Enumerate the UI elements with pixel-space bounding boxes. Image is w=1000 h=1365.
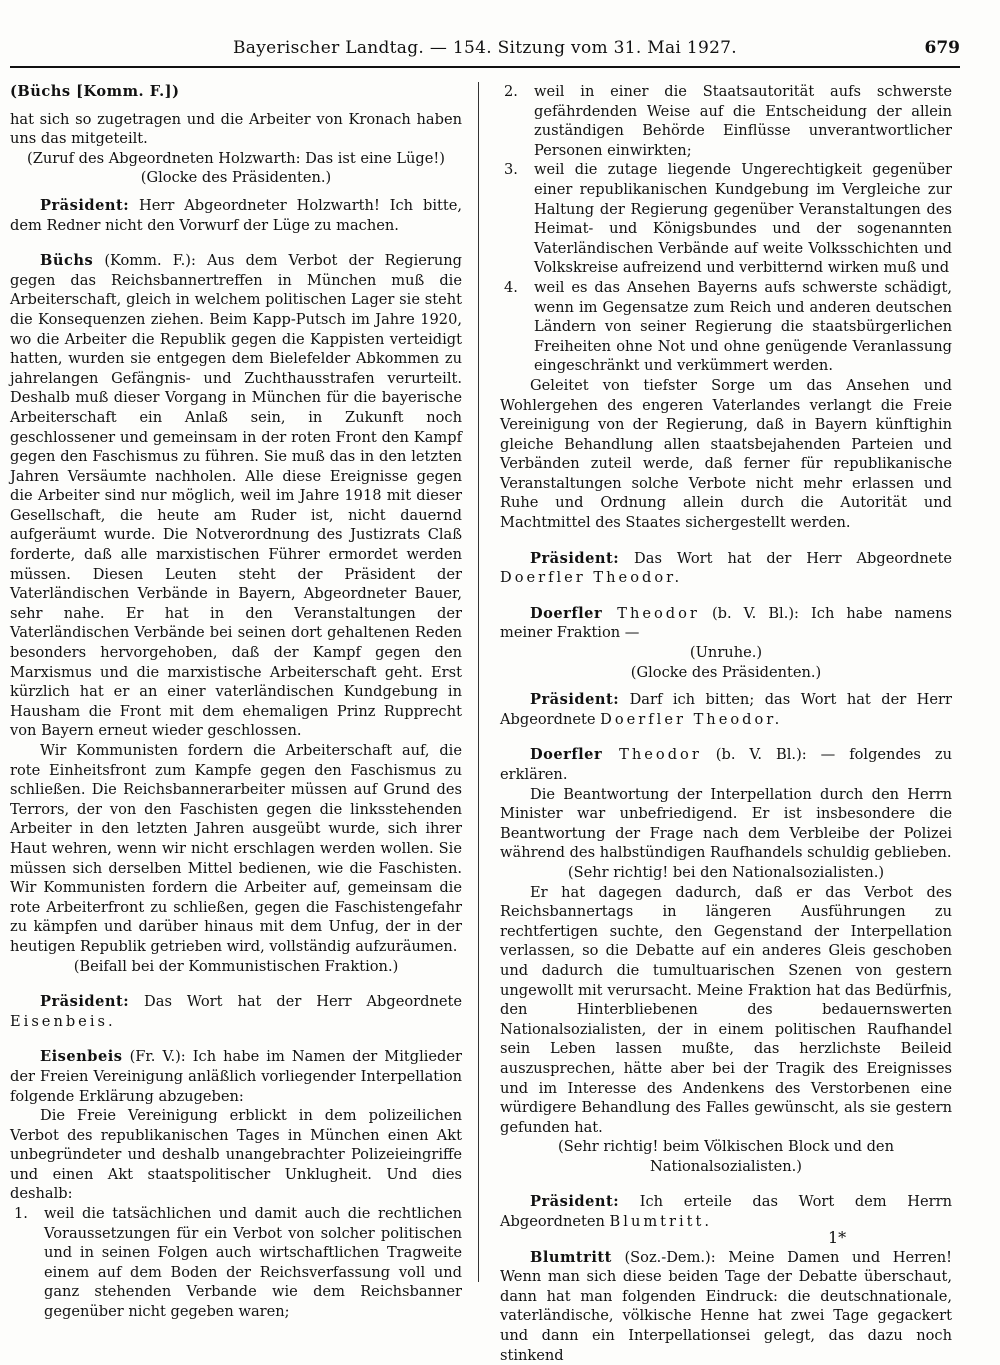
paragraph: Geleitet von tiefster Sorge um das Ansehen und Wohlergehen des engeren Vaterlandes verlangt die Freie Vereinigung von der Regierung, daß in Bayern künftighin gleiche Behandlung allen staatsbejahenden Parteien und Verbänden zuteil werde, daß ferner für republikanische Veranstaltungen solche Verbote nicht mehr erlassen und Ruhe und Ordnung allein durch die Autorität und Machtmittel des Staates sichergestellt werden. [500,376,952,532]
paragraph: Wir Kommunisten fordern die Arbeiterschaft auf, die rote Einheitsfront zum Kampfe gegen den Faschismus zu schließen. Die Reichsbannerarbeiter müssen auf Grund des Terrors, der von den Faschisten gegen die linksstehenden Arbeiter in den letzten Jahren ausgeübt wurde, sich ihrer Haut wehren, wenn wir nicht erschlagen werden wollen. Sie müssen sich derselben Mittel bedienen, wie die Faschisten. Wir Kommunisten fordern die Arbeiter auf, gemeinsam die rote Arbeiterfront zu schließen, gegen die Faschistengefahr zu kämpfen und darüber hinaus mit dem Unfug, der in der heutigen Republik getrieben wird, vollständig aufzuräumen. [10,742,462,955]
speaker-name: Blumtritt [530,1248,612,1266]
speaker-name: Präsident: [530,1193,620,1211]
statement-text: Herr Abgeordneter Holzwarth! Ich bitte, dem Redner nicht den Vorwurf der Lüge zu machen. [10,196,462,234]
named-deputy: Doerfler Theodor. [500,569,683,587]
speaker-name: Doerfler [530,604,603,622]
list-item [500,278,952,376]
page-number: 679 [924,38,960,58]
speech-doerfler [500,604,952,643]
speaker-name: Präsident: [530,691,620,709]
speech-text: Aus dem Verbot der Regierung gegen das Reichsbannertreffen in München muß die Arbeiterschaft, gleich in welchem politischen Lager sie steht die Konsequenzen ziehen. Beim Kapp-Putsch im Jahre 1920, wo die Arbeiter die Republik gegen die Kappisten verteidigt hatten, wurden sie entgegen dem Bielefelder Abkommen zu jahrelangen Gefängnis- und Zuchthausstrafen verurteilt. Deshalb muß dieser Vorgang in München für die bayerische Arbeiterschaft ein Anlaß sein, in Zukunft noch geschlossener und gemeinsam in der roten Front den Kampf gegen den Faschismus zu führen. Sie muß das in den letzten Jahren Versäumte nachholen. Alle diese Ereignisse gegen die Arbeiter sind nur möglich, weil im Jahre 1918 mit dieser Gesellschaft, die heute am Ruder ist, nicht dauernd aufgeräumt wurde. Die Notverordnung des Justizrats Claß forderte, daß alle marxistischen Führer ermordet werden müssen. Diesen Leuten steht der Präsident der Vaterländischen Verbände in Bayern, Abgeordneter Bauer, sehr nahe. Er hat in den Veranstaltungen der Vaterländischen Verbände bei seinen dort gehaltenen Reden besonders hervorgehoben, daß der Kampf gegen den Marxismus und die marxistische Arbeiterschaft geht. Erst kürzlich hat er an einer vaterländischen Kundgebung in Hausham die Front mit dem ehemaligen Prinz Rupprecht von Bayern erneut wieder geschlossen. [10,252,462,740]
list-text: weil es das Ansehen Bayerns aufs schwerste schädigt, wenn im Gegensatze zum Reich und anderen deutschen Ländern von seiner Regierung die staatsbürgerlichen Freiheiten ohne Not und ohne genügende Veranlassung eingeschränkt und verkümmert werden. [534,278,952,375]
interjection: (Glocke des Präsidenten.) [140,169,332,187]
column-divider [478,82,479,1282]
speaker-name: Präsident: [530,549,620,567]
list-text: weil in einer die Staatsautorität aufs schwerste gefährdenden Weise auf die Entscheidung der allein zuständigen Behörde Einflüsse unverantwortlicher Personen einwirkten; [534,83,952,159]
interjection: (Sehr richtig! bei den Nationalsozialisten.) [567,863,885,881]
list-number: 2. [504,83,518,100]
speaker-name: Eisenbeis [40,1048,123,1066]
interjection: (Beifall bei der Kommunistischen Fraktion.) [73,957,399,975]
list-item [500,82,952,160]
interjection: (Zuruf des Abgeordneten Holzwarth: Das ist eine Lüge!) [27,149,445,167]
named-deputy: Blumtritt. [609,1213,713,1231]
page-header [10,34,960,68]
paragraph: Die Freie Vereinigung erblickt in dem polizeilichen Verbot des republikanischen Tages in München einen Akt unbegründeter und deshalb unangebrachter Polizeieingriffe und einen Akt staatspolitischer Unklugheit. Und dies deshalb: [10,1107,462,1203]
statement-text: Das Wort hat der Herr Abgeordnete [619,549,952,567]
president-statement [10,992,462,1031]
named-deputy: Doerfler Theodor. [600,710,783,728]
speech-buechs [10,251,462,741]
list-number: 1. [14,1205,28,1223]
list-item [10,1204,462,1322]
president-statement [500,690,952,729]
interjection: (Sehr richtig! beim Völkischen Block und den Nationalsozialisten.) [558,1138,894,1175]
speaker-name: Büchs [40,252,94,270]
speaker-first-name: Theodor [602,746,702,764]
speech-text: (b. V. Bl.): — folgendes zu erklären. [500,746,952,783]
speaker-name: Doerfler [530,746,603,764]
list-number: 3. [504,161,518,179]
signature-mark: 1* [828,1228,847,1247]
speaker-party: (Soz.-Dem.): [611,1248,716,1266]
speech-eisenbeis [10,1047,462,1106]
statement-text: Das Wort hat der Herr Abgeordnete [129,993,462,1011]
president-statement [10,196,462,235]
speaker-name: Präsident: [40,993,130,1011]
left-column [10,82,462,1322]
president-statement [500,1192,952,1231]
paragraph: Er hat dagegen dadurch, daß er das Verbot des Reichsbannertags in längeren Ausführungen zu rechtfertigen suchte, den Gegenstand der Interpellation verlassen, so die Debatte auf ein anderes Gleis geschoben und dadurch die tumultuarischen Szenen von gestern ungewollt mit verursacht. Meine Fraktion hat das Bedürfnis, den Hinterbliebenen des bedauernswerten Nationalsozialisten, der in einem politischen Raufhandel sein Leben lassen mußte, das herzlichste Beileid auszusprechen, hätte aber bei der Tragik des Ereignisses und im Interesse des Andenkens des Verstorbenen eine würdigere Behandlung des Falles gewünscht, als sie gestern gefunden hat. [500,883,952,1136]
list-text: weil die tatsächlichen und damit auch die rechtlichen Voraussetzungen für ein Verbot von solcher politischen und in seinen Folgen auch wirtschaftlichen Tragweite einem auf dem Boden der Reichsverfassung voll und ganz stehenden Verbande wie dem Reichsbanner gegenüber nicht gegeben waren; [44,1205,462,1321]
right-column [500,82,952,1365]
paragraph: Die Beantwortung der Interpellation durch den Herrn Minister war unbefriedigend. Er ist insbesondere die Beantwortung der Frage nach dem Verbleibe der Polizei während des halbstündigen Raufhandels schuldig geblieben. [500,785,952,862]
speech-doerfler [500,745,952,784]
speaker-name: Präsident: [40,196,130,214]
statement-text: Ich erteile das Wort dem Herrn Abgeordneten [500,1193,952,1231]
continued-speaker-heading: (Büchs [Komm. F.]) [10,83,180,100]
speech-text: (b. V. Bl.): Ich habe namens meiner Fraktion — [500,604,952,642]
speech-text: Meine Damen und Herren! Wenn man sich diese beiden Tage der Debatte überschaut, dann hat man folgenden Eindruck: die deutschnationale, vaterländische, völkische Henne hat zwei Tage gegackert und dann ein Interpellationsei gelegt, das dazu noch stinkend [500,1248,952,1364]
list-number: 4. [504,278,518,296]
interjection: (Glocke des Präsidenten.) [630,663,822,681]
speaker-party: (Fr. V.): [122,1048,186,1066]
statement-text: Darf ich bitten; das Wort hat der Herr Abgeordnete [500,691,952,728]
speaker-first-name: Theodor [602,604,700,622]
interjection: (Unruhe.) [689,644,763,662]
president-statement [500,549,952,588]
list-text: weil die zutage liegende Ungerechtigkeit gegenüber einer republikanischen Kundgebung im Vergleiche zur Haltung der Regierung gegenüber Veranstaltungen des Heimat- und Königsbundes und der sogenannten Vaterländischen Verbände auf weite Volksschichten und Volkskreise aufreizend und verbitternd wirken muß und [534,161,952,277]
running-title: Bayerischer Landtag. — 154. Sitzung vom 31. Mai 1927. [232,38,738,58]
paragraph: hat sich so zugetragen und die Arbeiter von Kronach haben uns das mitgeteilt. [10,110,462,148]
speech-text: Ich habe im Namen der Mitglieder der Freien Vereinigung anläßlich vorliegender Interpellation folgende Erklärung abzugeben: [10,1048,462,1105]
speech-blumtritt [500,1248,952,1365]
list-item [500,160,952,278]
speaker-party: (Komm. F.): [93,252,196,270]
named-deputy: Eisenbeis. [10,1012,116,1030]
